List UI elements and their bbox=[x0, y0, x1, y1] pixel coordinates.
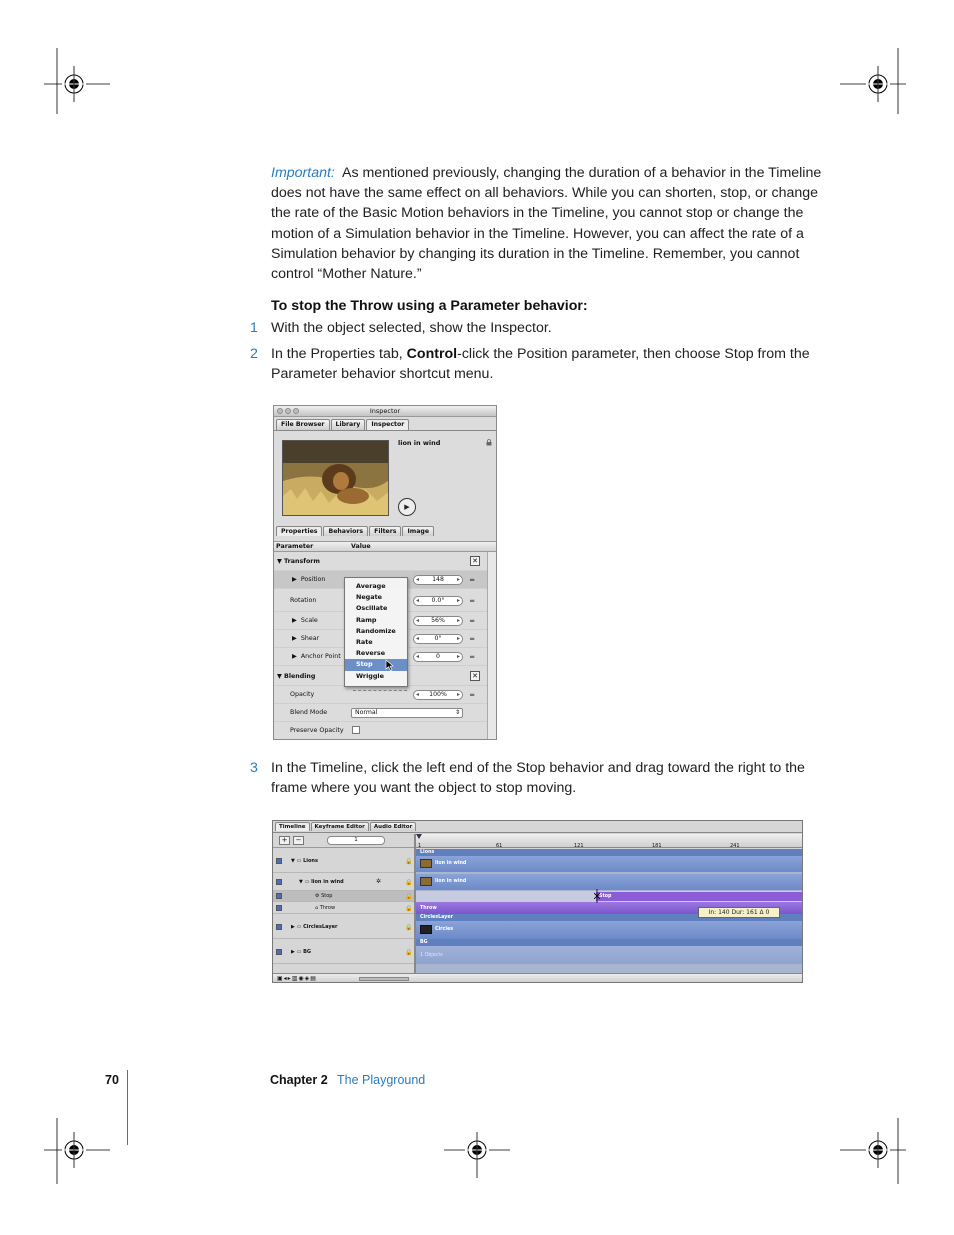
transform-enable-checkbox[interactable]: ✕ bbox=[470, 556, 480, 566]
menu-item-rate[interactable]: Rate bbox=[356, 637, 373, 646]
track-circles[interactable] bbox=[416, 921, 802, 939]
shear-animation-menu[interactable]: ═ bbox=[470, 635, 475, 643]
layer-name-text: lion in wind bbox=[311, 879, 344, 885]
layer-enable-checkbox[interactable] bbox=[276, 924, 282, 930]
duration-tooltip: In: 140 Dur: 161 Δ 0 bbox=[698, 907, 780, 918]
timeline-screenshot bbox=[272, 820, 803, 983]
mouse-cursor-icon bbox=[385, 659, 394, 671]
chapter-label: Chapter 2 bbox=[270, 1073, 328, 1087]
blending-text: Blending bbox=[284, 673, 316, 680]
track-label: lion in wind bbox=[435, 861, 467, 866]
track-label: lion in wind bbox=[435, 879, 467, 884]
menu-item-reverse[interactable]: Reverse bbox=[356, 649, 386, 658]
step-text-before: In the Properties tab, bbox=[271, 346, 407, 362]
layer-row-stop[interactable] bbox=[273, 891, 414, 902]
opacity-label: Opacity bbox=[290, 691, 315, 698]
lock-icon[interactable]: 🔒 bbox=[405, 893, 413, 900]
track-label: Circles bbox=[435, 927, 454, 932]
step-3 bbox=[250, 758, 830, 798]
object-preview-image bbox=[282, 440, 389, 516]
ruler-tick: 181 bbox=[652, 843, 662, 849]
remove-layer-button[interactable]: − bbox=[293, 836, 304, 845]
layer-enable-checkbox[interactable] bbox=[276, 879, 282, 885]
layers-list bbox=[273, 849, 414, 973]
clip-thumbnail bbox=[420, 859, 432, 868]
blend-mode-select[interactable]: Normal ⇕ bbox=[351, 708, 463, 718]
transform-text: Transform bbox=[284, 558, 320, 565]
step-text: With the object selected, show the Inspector. bbox=[271, 320, 552, 336]
rotation-label: Rotation bbox=[290, 597, 317, 604]
menu-item-negate[interactable]: Negate bbox=[356, 593, 382, 602]
layer-enable-checkbox[interactable] bbox=[276, 949, 282, 955]
menu-item-oscillate[interactable]: Oscillate bbox=[356, 604, 388, 613]
step-2 bbox=[250, 344, 830, 384]
resize-cursor-icon bbox=[594, 889, 600, 903]
current-frame-field[interactable]: 1 bbox=[327, 836, 385, 845]
playhead-icon[interactable] bbox=[416, 834, 422, 840]
inspector-top-tabs bbox=[274, 417, 496, 431]
lock-icon[interactable]: 🔒 bbox=[405, 905, 413, 912]
track-label: Lions bbox=[420, 850, 435, 855]
zoom-slider[interactable] bbox=[359, 977, 409, 981]
opacity-slider[interactable] bbox=[353, 690, 407, 700]
inspector-titlebar bbox=[274, 406, 496, 417]
stop-behavior-bar[interactable] bbox=[596, 892, 802, 901]
crop-mark-bottom-right bbox=[840, 1118, 906, 1184]
layer-name-text: BG bbox=[303, 949, 311, 955]
menu-item-randomize[interactable]: Randomize bbox=[356, 626, 396, 635]
blending-enable-checkbox[interactable]: ✕ bbox=[470, 671, 480, 681]
shear-value-field[interactable]: ◂ 0° ▸ bbox=[413, 634, 463, 644]
tab-file-browser[interactable]: File Browser bbox=[276, 419, 330, 430]
blend-mode-label: Blend Mode bbox=[290, 709, 328, 716]
layer-name-text: CirclesLayer bbox=[303, 924, 338, 930]
preserve-opacity-row[interactable] bbox=[274, 722, 488, 740]
layer-row-circles-layer[interactable] bbox=[273, 914, 414, 939]
tab-properties[interactable]: Properties bbox=[276, 526, 322, 536]
value-column-header: Value bbox=[351, 543, 371, 550]
ruler-tick: 1 bbox=[418, 843, 422, 849]
layer-enable-checkbox[interactable] bbox=[276, 905, 282, 911]
lock-icon[interactable]: 🔒 bbox=[405, 879, 413, 886]
footer-rule bbox=[127, 1070, 128, 1145]
track-bg-objects[interactable] bbox=[416, 946, 802, 964]
rotation-animation-menu[interactable]: ═ bbox=[470, 597, 475, 605]
tab-image[interactable]: Image bbox=[402, 526, 434, 536]
scale-label: ▶ Scale bbox=[292, 617, 318, 624]
important-label: Important: bbox=[271, 165, 335, 181]
track-label: Stop bbox=[599, 894, 612, 899]
chapter-title: The Playground bbox=[337, 1073, 426, 1087]
track-label: 1 Objects bbox=[420, 953, 443, 958]
tab-inspector[interactable]: Inspector bbox=[366, 419, 409, 430]
menu-item-average[interactable]: Average bbox=[356, 582, 386, 590]
position-value-field[interactable]: ◂ 148 ▸ bbox=[413, 575, 463, 585]
layer-row-throw[interactable] bbox=[273, 902, 414, 914]
lock-icon[interactable]: 🔒 bbox=[405, 924, 413, 931]
shear-label: ▶ Shear bbox=[292, 635, 320, 642]
page-number: 70 bbox=[105, 1073, 119, 1087]
tab-timeline[interactable]: Timeline bbox=[275, 822, 310, 831]
scale-text: Scale bbox=[300, 617, 318, 624]
blending-label: ▼ Blending bbox=[277, 673, 316, 680]
timeline-bottom-toolbar bbox=[273, 973, 802, 983]
tab-filters[interactable]: Filters bbox=[369, 526, 401, 536]
window-title: Inspector bbox=[369, 407, 401, 415]
layer-name: ▼ ▭ Lions bbox=[291, 858, 318, 864]
transform-group-row[interactable] bbox=[274, 553, 488, 571]
menu-item-ramp[interactable]: Ramp bbox=[356, 615, 377, 624]
track-stop-row bbox=[416, 891, 802, 902]
control-key: Control bbox=[406, 346, 458, 362]
track-bg-header[interactable] bbox=[416, 939, 802, 946]
track-label: BG bbox=[420, 940, 428, 945]
step-number: 1 bbox=[250, 320, 258, 336]
lock-icon[interactable] bbox=[486, 439, 492, 446]
preserve-opacity-checkbox[interactable] bbox=[352, 726, 360, 734]
layer-name: ▼ ▭ lion in wind bbox=[299, 879, 344, 885]
inspector-screenshot bbox=[273, 405, 497, 740]
add-layer-button[interactable]: + bbox=[279, 836, 290, 845]
anchor-point-label: ▶ Anchor Point bbox=[292, 653, 341, 660]
behavior-name: ⚙ Stop bbox=[315, 893, 333, 899]
opacity-value-field[interactable]: ◂ 100% ▸ bbox=[413, 690, 463, 700]
opacity-row[interactable] bbox=[274, 686, 488, 704]
menu-item-wriggle[interactable]: Wriggle bbox=[356, 671, 384, 680]
layer-row-lions[interactable] bbox=[273, 849, 414, 873]
tab-behaviors[interactable]: Behaviors bbox=[323, 526, 368, 536]
ruler-tick: 61 bbox=[496, 843, 503, 849]
layer-enable-checkbox[interactable] bbox=[276, 858, 282, 864]
behavior-name-text: Stop bbox=[321, 893, 333, 899]
crop-mark-top-left bbox=[44, 48, 110, 114]
track-label: Throw bbox=[420, 906, 437, 911]
scale-animation-menu[interactable]: ═ bbox=[470, 617, 475, 625]
parameter-column-header: Parameter bbox=[276, 543, 314, 550]
important-text: As mentioned previously, changing the duration of a behavior in the Timeline does not have the same effect on all behaviors. While you can shorten, stop, or change the rate of the Basic Motion behaviors in the Timeline, you cannot stop or change the motion of a Simulation behavior in the Timeline. However, you can affect the rate of a Simulation behavior by changing its duration in the Timeline. Remember, you cannot control “Mother Nature.” bbox=[271, 165, 822, 283]
step-text-after: -click the Position parameter, then choose Stop from the Parameter behavior shortcut menu. bbox=[271, 346, 810, 383]
inspector-scrollbar[interactable] bbox=[487, 552, 496, 739]
tab-audio-editor[interactable]: Audio Editor bbox=[370, 822, 416, 831]
step-text bbox=[271, 344, 830, 384]
clip-thumbnail bbox=[420, 877, 432, 886]
step-number: 2 bbox=[250, 346, 258, 362]
clip-thumbnail bbox=[420, 925, 432, 934]
layer-name: ▶ ▭ CirclesLayer bbox=[291, 924, 338, 930]
scale-value-field[interactable]: ◂ 56% ▸ bbox=[413, 616, 463, 626]
menu-item-stop[interactable]: Stop bbox=[345, 659, 407, 670]
lock-icon[interactable]: 🔒 bbox=[405, 858, 413, 865]
crop-mark-top-right bbox=[840, 48, 906, 114]
position-animation-menu[interactable]: ═ bbox=[470, 576, 475, 584]
timeline-controls bbox=[273, 834, 414, 848]
step-text: In the Timeline, click the left end of the Stop behavior and drag toward the right to the frame where you want the object to stop moving. bbox=[271, 760, 805, 797]
lion-thumbnail bbox=[283, 441, 389, 516]
ruler-tick: 241 bbox=[730, 843, 740, 849]
tab-library[interactable]: Library bbox=[331, 419, 366, 430]
shear-text: Shear bbox=[300, 635, 320, 642]
layer-name-text: Lions bbox=[303, 858, 318, 864]
transform-label: ▼ Transform bbox=[277, 558, 320, 565]
gear-icon[interactable]: ✲ bbox=[376, 878, 382, 885]
properties-tabs bbox=[276, 526, 434, 536]
play-icon: ▶ bbox=[404, 503, 410, 511]
crop-mark-bottom-center bbox=[444, 1118, 510, 1184]
layer-row-lion-in-wind[interactable] bbox=[273, 873, 414, 891]
ruler-tick: 121 bbox=[574, 843, 584, 849]
toolbar-icons[interactable]: ▣◂▸▥◉◈▤ bbox=[277, 975, 317, 982]
timeline-tabs bbox=[275, 822, 416, 831]
position-text: Position bbox=[300, 576, 326, 583]
step-number: 3 bbox=[250, 760, 258, 776]
parameter-behavior-menu bbox=[344, 577, 408, 687]
track-lion-in-wind-2[interactable] bbox=[416, 874, 802, 890]
lock-icon[interactable]: 🔒 bbox=[405, 949, 413, 956]
layer-enable-checkbox[interactable] bbox=[276, 893, 282, 899]
position-label: ▶ Position bbox=[292, 576, 326, 583]
timeline-tracks bbox=[416, 849, 802, 973]
timeline-ruler[interactable] bbox=[416, 834, 802, 848]
important-note bbox=[271, 163, 827, 284]
preserve-opacity-label: Preserve Opacity bbox=[290, 727, 344, 734]
crop-mark-bottom-left bbox=[44, 1118, 110, 1184]
anchor-point-animation-menu[interactable]: ═ bbox=[470, 653, 475, 661]
track-lion-in-wind-1[interactable] bbox=[416, 856, 802, 872]
object-name: lion in wind bbox=[398, 439, 441, 447]
play-preview-button[interactable] bbox=[398, 498, 416, 516]
procedure-heading: To stop the Throw using a Parameter behavior: bbox=[271, 298, 588, 314]
tab-keyframe-editor[interactable]: Keyframe Editor bbox=[311, 822, 369, 831]
layer-name: ▶ ▭ BG bbox=[291, 949, 311, 955]
opacity-animation-menu[interactable]: ═ bbox=[470, 691, 475, 699]
behavior-name: ⌂ Throw bbox=[315, 905, 336, 911]
anchor-point-text: Anchor Point bbox=[300, 653, 341, 660]
behavior-name-text: Throw bbox=[319, 905, 336, 911]
blend-mode-row[interactable] bbox=[274, 704, 488, 722]
layer-row-bg[interactable] bbox=[273, 939, 414, 964]
anchor-point-value-field[interactable]: ◂ 0 ▸ bbox=[413, 652, 463, 662]
track-label: CirclesLayer bbox=[420, 915, 454, 920]
track-lions-header[interactable] bbox=[416, 849, 802, 856]
rotation-value-field[interactable]: ◂ 0.0° ▸ bbox=[413, 596, 463, 606]
step-1 bbox=[250, 318, 830, 338]
timeline-tab-divider bbox=[273, 832, 802, 833]
parameter-header bbox=[274, 541, 496, 552]
